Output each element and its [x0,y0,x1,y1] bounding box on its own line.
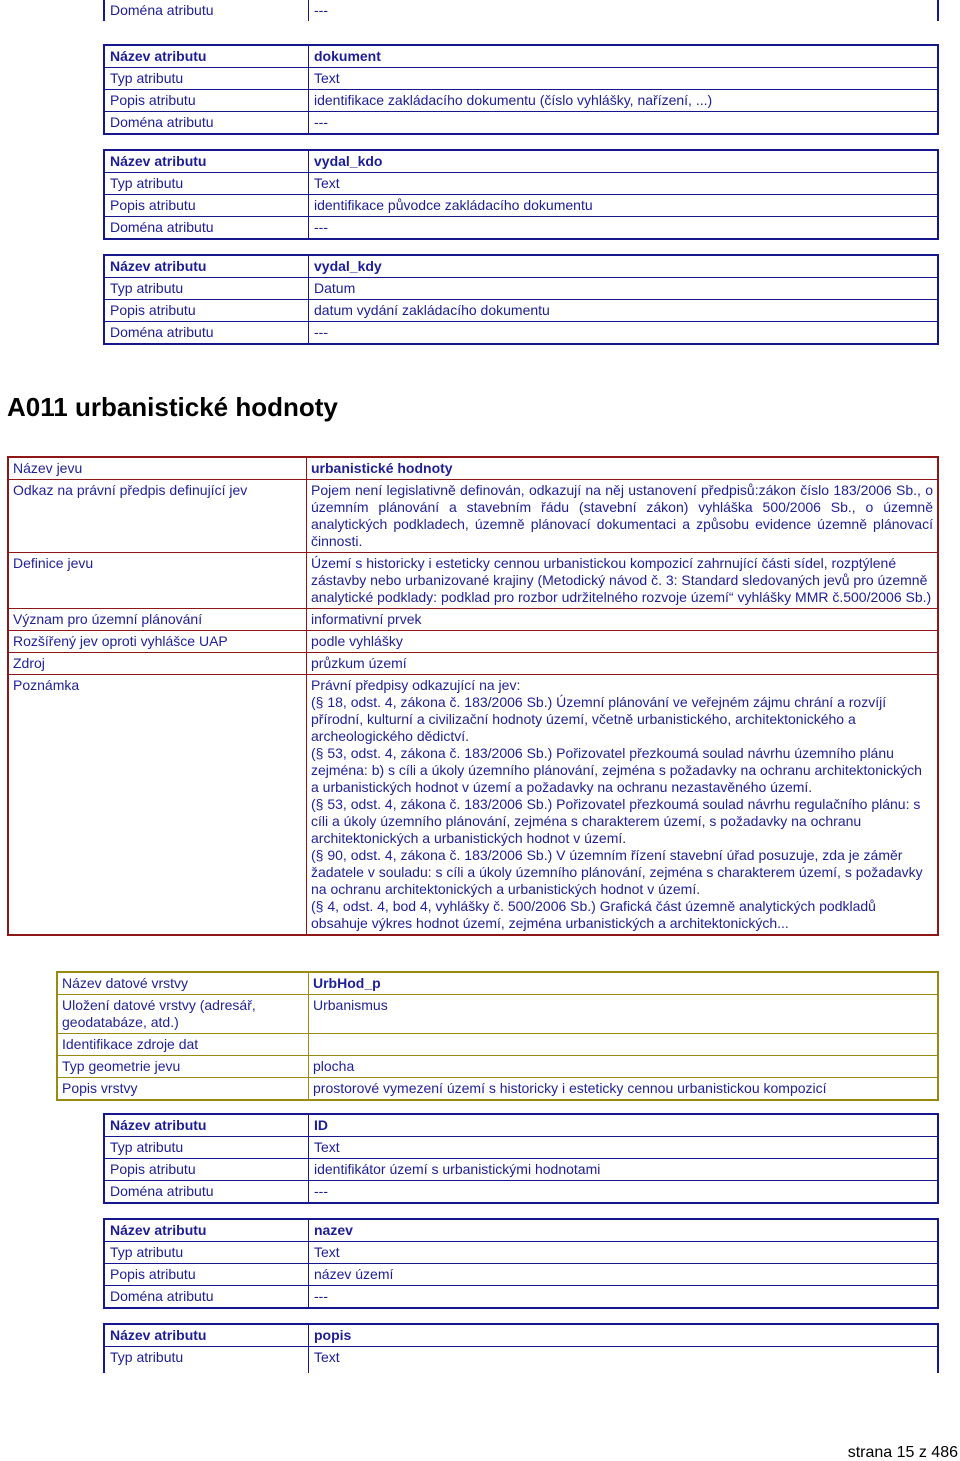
attr-name-value: vydal_kdo [314,153,383,169]
attr-domain-value: --- [314,2,328,18]
attr-name-label: Název atributu [104,1324,309,1347]
attr-type-label: Typ atributu [104,1137,309,1159]
attr-type-label: Typ atributu [104,1347,309,1374]
attr-type-value: Text [314,1139,340,1155]
attr-domain-label: Doména atributu [104,322,309,345]
phen-importance-value: informativní prvek [311,611,422,627]
note-line: (§ 53, odst. 4, zákona č. 183/2006 Sb.) Pořizovatel přezkoumá soulad návrhu územního plánu zejména: b) s cíli a úkoly územního plánování, zejména s požadavky na ochranu architektonických a urbanistických hodnot v území a požadavky na ochranu nezastavěného území. [311,745,922,795]
phenomenon-table [7,456,939,936]
phen-law-value: Pojem není legislativně definován, odkazují na něj ustanovení předpisů:zákon číslo 183/2006 Sb., o územním plánování a stavebním řádu (stavební zákon) vyhláška 500/2006 Sb., o územně analytických podkladech, územně plánovací dokumentaci a způsobu evidence územně plánovací činnosti. [311,482,933,549]
attr-name-value: dokument [314,48,381,64]
attr-type-value: Datum [314,280,356,296]
attr-name-label: Název atributu [104,150,309,173]
attr-desc-label: Popis atributu [104,300,309,322]
attr-desc-label: Popis atributu [104,1264,309,1286]
attr-domain-label: Doména atributu [104,1181,309,1204]
attr-desc-value: název území [314,1266,394,1282]
attr-type-value: Text [314,175,340,191]
phen-name-label: Název jevu [8,457,307,480]
attr-name-value: ID [314,1117,328,1133]
attr-domain-value: --- [314,114,328,130]
attr-domain-value: --- [314,324,328,340]
layer-storage-label: Uložení datové vrstvy (adresář, geodatabáze, atd.) [57,995,309,1034]
note-line: (§ 90, odst. 4, zákona č. 183/2006 Sb.) V územním řízení stavební úřad posuzuje, zda je záměr žadatele v souladu: s cíli a úkoly územního plánování, zejména s charakterem území, s požadavky na ochranu architektonických a urbanistických hodnot v území. [311,847,923,897]
note-line: (§ 53, odst. 4, zákona č. 183/2006 Sb.) Pořizovatel přezkoumá soulad návrhu regulačního plánu: s cíli a úkoly územního plánování, zejména s charakterem území, s požadavky na ochranu architektonických a urbanistických hodnot v území. [311,796,921,846]
layer-source-label: Identifikace zdroje dat [57,1034,309,1056]
note-line: (§ 4, odst. 4, bod 4, vyhlášky č. 500/2006 Sb.) Grafická část územně analytických podkladů obsahuje výkres hodnot území, zejména urbanistických a architektonických... [311,898,876,931]
note-line: (§ 18, odst. 4, zákona č. 183/2006 Sb.) Územní plánování ve veřejném zájmu chrání a rozvíjí přírodní, kulturní a civilizační hodnoty území, včetně urbanistického, architektonického a archeologického dědictví. [311,694,887,744]
phen-law-label: Odkaz na právní předpis definující jev [8,480,307,553]
page-number: strana 15 z 486 [847,1444,958,1461]
attr-type-label: Typ atributu [104,278,309,300]
layer-desc-label: Popis vrstvy [57,1078,309,1101]
layer-storage-value: Urbanismus [313,997,388,1013]
note-line: Právní předpisy odkazující na jev: [311,677,521,693]
attr-desc-value: identifikace zakládacího dokumentu (číslo vyhlášky, nařízení, ...) [314,92,713,108]
attribute-table [103,254,939,345]
attr-type-label: Typ atributu [104,1242,309,1264]
attr-name-value: vydal_kdy [314,258,382,274]
layer-geometry-value: plocha [313,1058,355,1074]
attr-domain-label: Doména atributu [104,217,309,240]
attribute-table [103,1218,939,1309]
attribute-table-partial [103,1323,939,1373]
attribute-table-partial [103,0,939,21]
phen-definition-label: Definice jevu [8,553,307,609]
attr-type-label: Typ atributu [104,68,309,90]
attr-desc-value: identifikace původce zakládacího dokumentu [314,197,593,213]
data-layer-table [56,971,939,1101]
layer-name-label: Název datové vrstvy [57,972,309,995]
attr-domain-label: Doména atributu [104,0,309,21]
phen-note-label: Poznámka [8,675,307,936]
section-title: A011 urbanistické hodnoty [7,392,338,422]
attr-type-value: Text [314,1244,340,1260]
attr-type-value: Text [314,70,340,86]
layer-desc-value: prostorové vymezení území s historicky i esteticky cennou urbanistickou kompozicí [313,1080,827,1096]
attr-name-label: Název atributu [104,255,309,278]
attr-domain-label: Doména atributu [104,112,309,135]
phen-source-value: průzkum území [311,655,407,671]
attr-desc-label: Popis atributu [104,195,309,217]
attr-desc-label: Popis atributu [104,90,309,112]
phen-source-label: Zdroj [8,653,307,675]
layer-source-value [309,1034,939,1056]
layer-geometry-label: Typ geometrie jevu [57,1056,309,1078]
phen-extended-value: podle vyhlášky [311,633,403,649]
layer-name-value: UrbHod_p [313,975,381,991]
attr-domain-value: --- [314,219,328,235]
phen-name-value: urbanistické hodnoty [311,460,453,476]
attr-type-value: Text [314,1349,340,1365]
attr-desc-label: Popis atributu [104,1159,309,1181]
attribute-table [103,149,939,240]
attribute-table [103,1113,939,1204]
attr-domain-label: Doména atributu [104,1286,309,1309]
attr-name-value: nazev [314,1222,353,1238]
phen-definition-value: Území s historicky i esteticky cennou urbanistickou kompozicí zahrnující části sídel, rozptýlené zástavby nebo urbanizované krajiny (Metodický návod č. 3: Standard sledovaných jevů pro územně analytické podklady: podklad pro rozbor udržitelného rozvoje území“ vyhlášky MMR č.500/2006 Sb.) [311,555,932,605]
attribute-table [103,44,939,135]
attr-name-label: Název atributu [104,1114,309,1137]
attr-domain-value: --- [314,1183,328,1199]
phen-note-value [307,675,939,936]
attr-type-label: Typ atributu [104,173,309,195]
attr-domain-value: --- [314,1288,328,1304]
attr-name-label: Název atributu [104,45,309,68]
phen-extended-label: Rozšířený jev oproti vyhlášce UAP [8,631,307,653]
phen-importance-label: Význam pro územní plánování [8,609,307,631]
attr-desc-value: identifikátor území s urbanistickými hodnotami [314,1161,601,1177]
attr-name-label: Název atributu [104,1219,309,1242]
attr-desc-value: datum vydání zakládacího dokumentu [314,302,550,318]
attr-name-value: popis [314,1327,352,1343]
